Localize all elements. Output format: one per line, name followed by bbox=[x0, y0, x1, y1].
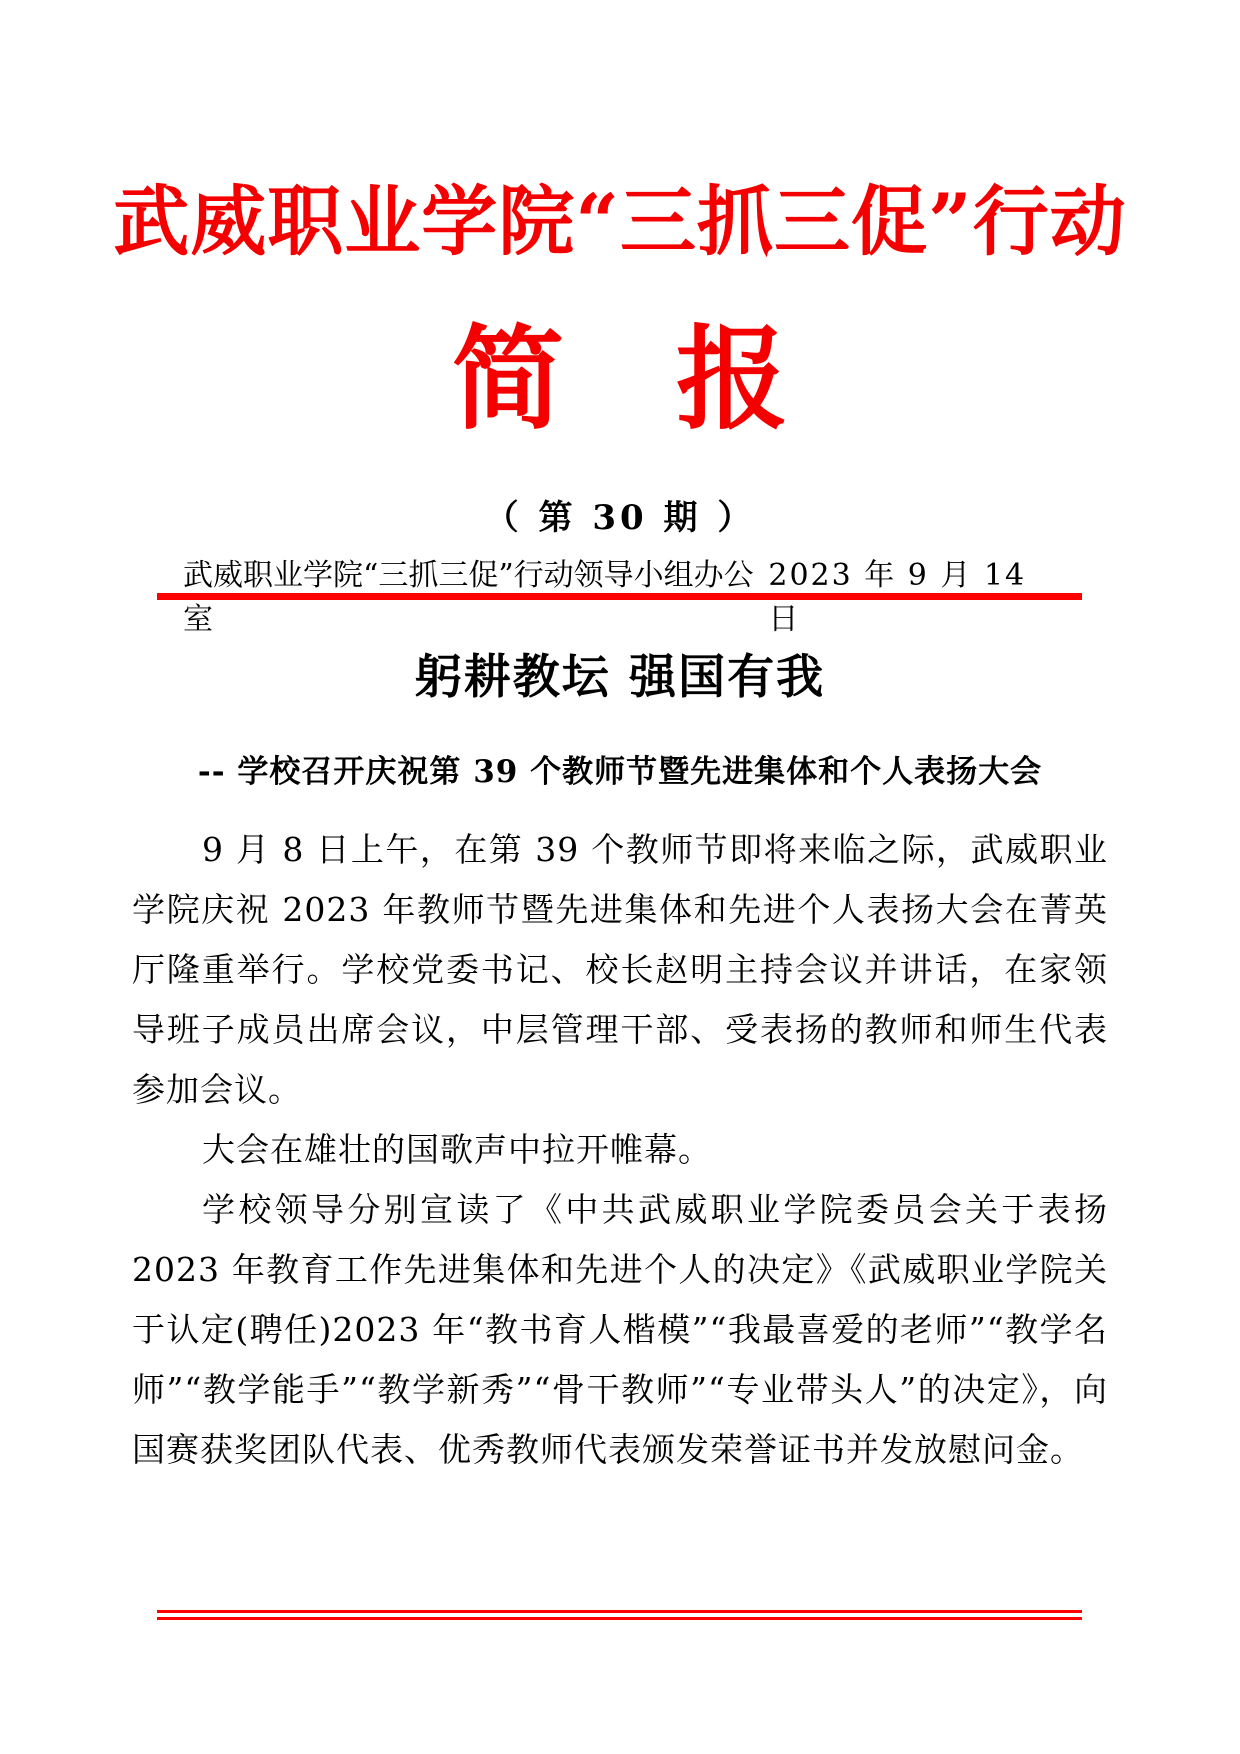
masthead-word bbox=[0, 314, 1240, 445]
footer-double-rule bbox=[157, 1610, 1082, 1620]
masthead-word-char-jian: 简 bbox=[452, 314, 564, 445]
issue-date: 2023 年 9 月 14 日 bbox=[768, 558, 1027, 637]
masthead-word-char-bao: 报 bbox=[676, 314, 788, 445]
article-title: 躬耕教坛 强国有我 bbox=[414, 650, 826, 705]
issuing-office: 武威职业学院“三抓三促”行动领导小组办公室 bbox=[183, 558, 754, 637]
body-paragraph: 大会在雄壮的国歌声中拉开帷幕。 bbox=[202, 1130, 712, 1169]
body-paragraph: 9 月 8 日上午，在第 39 个教师节即将来临之际，武威职业学院庆祝 2023 年教师节暨先进集体和先进个人表扬大会在菁英厅隆重举行。学校党委书记、校长赵明主持会议并讲话，在家领导班子成员出席会议，中层管理干部、受表扬的教师和师生代表参加会议。 bbox=[132, 830, 1108, 1109]
article-body bbox=[132, 820, 1108, 1480]
body-paragraph: 学校领导分别宣读了《中共武威职业学院委员会关于表扬 2023 年教育工作先进集体和先进个人的决定》《武威职业学院关于认定(聘任)2023 年“教书育人楷模”“我最喜爱的老师”“教学名师”“教学能手”“教学新秀”“骨干教师”“专业带头人”的决定》，向国赛获奖团队代表、优秀教师代表颁发荣誉证书并发放慰问金。 bbox=[132, 1190, 1108, 1469]
article-subtitle: -- 学校召开庆祝第 39 个教师节暨先进集体和个人表扬大会 bbox=[197, 754, 1043, 790]
masthead-title: 武威职业学院“三抓三促”行动 bbox=[113, 177, 1127, 266]
issue-number: （ 第 30 期 ） bbox=[484, 498, 756, 538]
masthead-divider-rule bbox=[157, 593, 1082, 600]
